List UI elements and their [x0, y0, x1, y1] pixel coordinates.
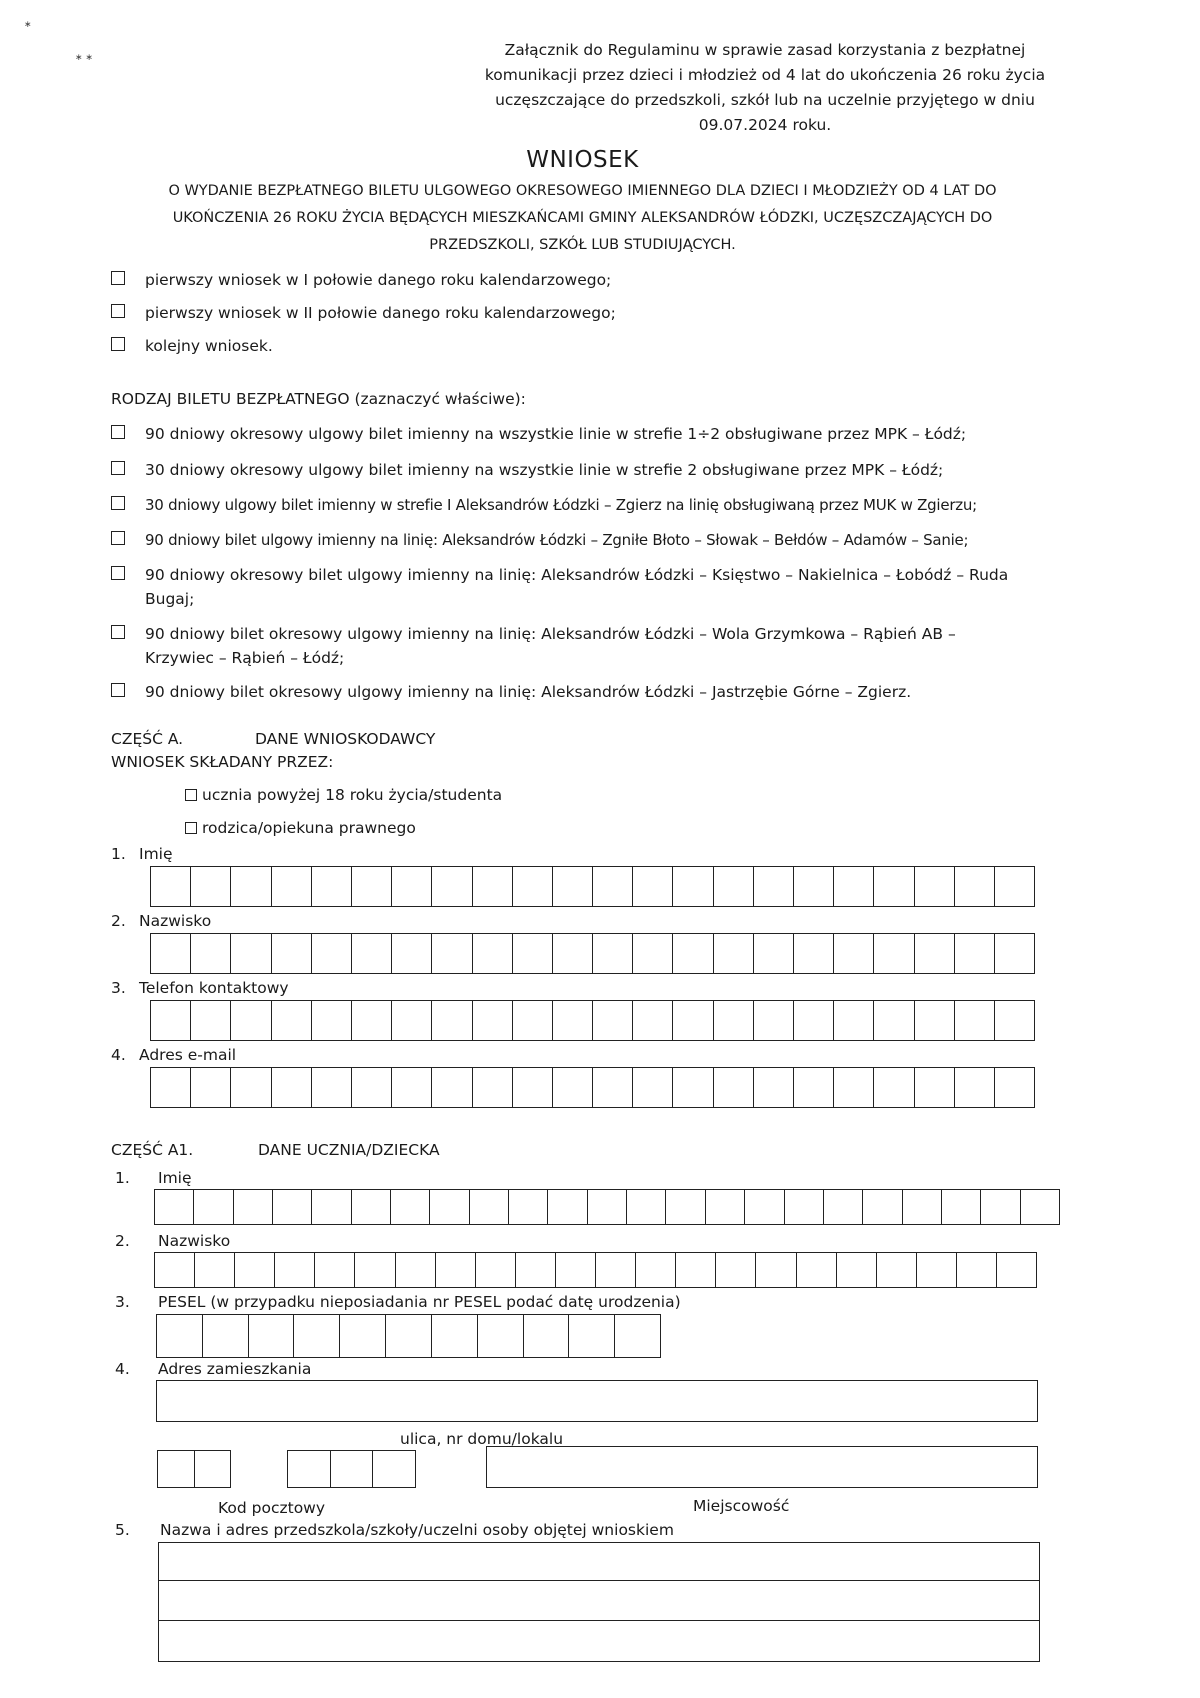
child-address-label: Adres zamieszkania	[158, 1360, 312, 1378]
ticket-option-checkbox[interactable]	[111, 683, 125, 697]
school-name-address-input[interactable]	[158, 1542, 1040, 1662]
postal-code-part2-input[interactable]	[287, 1450, 416, 1488]
street-caption: ulica, nr domu/lokalu	[400, 1430, 564, 1448]
postal-code-part1-input[interactable]	[157, 1450, 231, 1488]
student-over-18-label: ucznia powyżej 18 roku życia/studenta	[202, 786, 503, 804]
ticket-option-label: 90 dniowy bilet okresowy ulgowy imienny na linię: Aleksandrów Łódzki – Wola Grzymkowa – Rąbień AB –	[145, 625, 956, 643]
school-input-rule	[158, 1620, 1040, 1621]
form-subtitle	[110, 178, 1055, 259]
regulation-note-line: Załącznik do Regulaminu w sprawie zasad korzystania z bezpłatnej	[504, 41, 1026, 59]
form-subtitle-line: O WYDANIE BEZPŁATNEGO BILETU ULGOWEGO OKRESOWEGO IMIENNEGO DLA DZIECI I MŁODZIEŻY OD 4 LAT DO	[168, 183, 997, 199]
ticket-option-checkbox[interactable]	[111, 531, 125, 545]
next-application-checkbox[interactable]	[111, 337, 125, 351]
city-input[interactable]	[486, 1446, 1038, 1488]
part-a-title: DANE WNIOSKODAWCY	[255, 730, 436, 748]
form-subtitle-line: PRZEDSZKOLI, SZKÓŁ LUB STUDIUJĄCYCH.	[429, 237, 736, 253]
field-number: 3.	[111, 979, 126, 997]
scan-mark-left: ∗ ∗	[75, 53, 93, 63]
parent-guardian-checkbox[interactable]	[185, 822, 197, 834]
applicant-phone-input[interactable]	[150, 1000, 1035, 1041]
regulation-note-line: 09.07.2024 roku.	[698, 116, 832, 134]
applicant-first-name-label: Imię	[139, 845, 173, 863]
child-pesel-label: PESEL (w przypadku nieposiadania nr PESEL podać datę urodzenia)	[158, 1293, 681, 1311]
applicant-last-name-input[interactable]	[150, 933, 1035, 974]
ticket-option-checkbox[interactable]	[111, 566, 125, 580]
child-first-name-label: Imię	[158, 1169, 192, 1187]
ticket-option-label-cont: Krzywiec – Rąbień – Łódź;	[145, 649, 345, 667]
first-half-year-checkbox[interactable]	[111, 271, 125, 285]
child-last-name-label: Nazwisko	[158, 1232, 231, 1250]
field-number: 1.	[115, 1169, 130, 1187]
ticket-option-checkbox[interactable]	[111, 461, 125, 475]
ticket-option-checkbox[interactable]	[111, 625, 125, 639]
child-pesel-input[interactable]	[156, 1314, 661, 1358]
first-half-year-label: pierwszy wniosek w I połowie danego roku kalendarzowego;	[145, 271, 612, 289]
applicant-email-label: Adres e-mail	[139, 1046, 237, 1064]
second-half-year-label: pierwszy wniosek w II połowie danego roku kalendarzowego;	[145, 304, 616, 322]
ticket-option-label: 30 dniowy okresowy ulgowy bilet imienny na wszystkie linie w strefie 2 obsługiwane przez MPK – Łódź;	[145, 461, 944, 479]
ticket-option-label-cont: Bugaj;	[145, 590, 195, 608]
ticket-option-checkbox[interactable]	[111, 425, 125, 439]
field-number: 3.	[115, 1293, 130, 1311]
applicant-phone-label: Telefon kontaktowy	[139, 979, 289, 997]
ticket-option-checkbox[interactable]	[111, 496, 125, 510]
child-last-name-input[interactable]	[154, 1252, 1037, 1288]
regulation-note-line: komunikacji przez dzieci i młodzież od 4 lat do ukończenia 26 roku życia	[484, 66, 1046, 84]
ticket-type-heading: RODZAJ BILETU BEZPŁATNEGO (zaznaczyć właściwe):	[111, 390, 526, 408]
regulation-note	[455, 38, 1075, 138]
field-number: 1.	[111, 845, 126, 863]
form-subtitle-line: UKOŃCZENIA 26 ROKU ŻYCIA BĘDĄCYCH MIESZKAŃCAMI GMINY ALEKSANDRÓW ŁÓDZKI, UCZĘSZCZAJĄCYCH DO	[172, 210, 993, 226]
ticket-option-label: 30 dniowy ulgowy bilet imienny w strefie I Aleksandrów Łódzki – Zgierz na linię obsługiwaną przez MUK w Zgierzu;	[145, 496, 977, 514]
field-number: 2.	[115, 1232, 130, 1250]
field-number: 4.	[111, 1046, 126, 1064]
field-number: 2.	[111, 912, 126, 930]
postal-code-caption: Kod pocztowy	[218, 1499, 326, 1517]
child-first-name-input[interactable]	[154, 1189, 1060, 1225]
ticket-option-label: 90 dniowy okresowy ulgowy bilet imienny na wszystkie linie w strefie 1÷2 obsługiwane przez MPK – Łódź;	[145, 425, 967, 443]
ticket-option-label: 90 dniowy bilet okresowy ulgowy imienny na linię: Aleksandrów Łódzki – Jastrzębie Górne – Zgierz.	[145, 683, 912, 701]
school-input-rule	[158, 1580, 1040, 1581]
ticket-option-label: 90 dniowy bilet ulgowy imienny na linię: Aleksandrów Łódzki – Zgniłe Błoto – Słowak – Bełdów – Adamów – Sanie;	[145, 531, 969, 549]
part-a1-label: CZĘŚĆ A1.	[111, 1141, 194, 1159]
part-a-label: CZĘŚĆ A.	[111, 730, 184, 748]
street-address-input[interactable]	[156, 1380, 1038, 1422]
second-half-year-checkbox[interactable]	[111, 304, 125, 318]
regulation-note-line: uczęszczające do przedszkoli, szkół lub na uczelnie przyjętego w dniu	[495, 91, 1035, 109]
field-number: 4.	[115, 1360, 130, 1378]
applicant-last-name-label: Nazwisko	[139, 912, 212, 930]
part-a1-title: DANE UCZNIA/DZIECKA	[258, 1141, 440, 1159]
ticket-option-label: 90 dniowy okresowy bilet ulgowy imienny na linię: Aleksandrów Łódzki – Księstwo – Nakielnica – Łobódź – Ruda	[145, 566, 1009, 584]
city-caption: Miejscowość	[693, 1497, 790, 1515]
form-title: WNIOSEK	[526, 147, 639, 173]
student-over-18-checkbox[interactable]	[185, 789, 197, 801]
field-number: 5.	[115, 1521, 130, 1539]
parent-guardian-label: rodzica/opiekuna prawnego	[202, 819, 416, 837]
scan-mark-top: ∗	[24, 20, 32, 30]
applicant-first-name-input[interactable]	[150, 866, 1035, 907]
next-application-label: kolejny wniosek.	[145, 337, 273, 355]
submitted-by-heading: WNIOSEK SKŁADANY PRZEZ:	[111, 753, 334, 771]
applicant-email-input[interactable]	[150, 1067, 1035, 1108]
school-name-address-label: Nazwa i adres przedszkola/szkoły/uczelni osoby objętej wnioskiem	[160, 1521, 674, 1539]
